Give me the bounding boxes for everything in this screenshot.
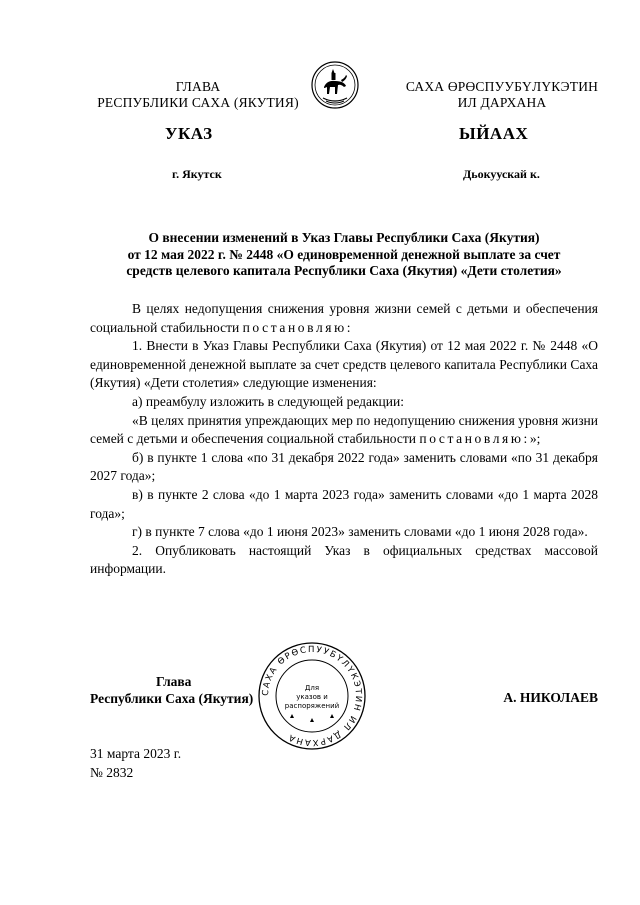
body-paragraph-2: 1. Внести в Указ Главы Республики Саха (Якутия) от 12 мая 2022 г. № 2448 «О единовременной денежной выплате за счет средств целевого капитала Республики Саха (Якутия) «Дети столетия» следующие изменения:: [90, 338, 598, 391]
header-left-line2: РЕСПУБЛИКИ САХА (ЯКУТИЯ): [97, 95, 299, 110]
header-left-line1: ГЛАВА: [175, 79, 221, 94]
header-left-block: [88, 79, 308, 111]
body-paragraph-8: 2. Опубликовать настоящий Указ в официальных средствах массовой информации.: [90, 542, 598, 577]
coat-of-arms-emblem: [311, 60, 359, 110]
title-line3: средств целевого капитала Республики Саха (Якутия) «Дети столетия»: [126, 263, 562, 278]
body-paragraph-3: а) преамбулу изложить в следующей редакции:: [132, 393, 404, 409]
city-sakha: Дьокуускай к.: [463, 167, 540, 181]
doc-type-ru: УКАЗ: [165, 124, 213, 143]
body-p4-text: «В целях принятия упреждающих мер по недопущению снижения уровня жизни семей с детьми и обеспечения социальной стабильности: [90, 412, 598, 447]
stamp-inner-line2: указов и: [296, 693, 328, 701]
title-line2: от 12 мая 2022 г. № 2448 «О единовременной денежной выплате за счет: [127, 246, 561, 262]
document-date-number: [90, 744, 181, 782]
stamp-inner-line1: Для: [304, 684, 320, 692]
official-stamp: [256, 640, 368, 752]
body-p4-spaced: постановляю:: [419, 431, 530, 447]
body-paragraph-6: в) в пункте 2 слова «до 1 марта 2023 года» заменить словами «до 1 марта 2028 года»;: [90, 486, 598, 521]
body-p1-text: В целях недопущения снижения уровня жизни семей с детьми и обеспечения социальной стабильности: [90, 301, 598, 335]
document-number: № 2832: [90, 765, 134, 780]
body-p1-spaced: постановляю:: [242, 319, 354, 335]
body-paragraph-7: г) в пункте 7 слова «до 1 июня 2023» заменить словами «до 1 июня 2028 года».: [132, 524, 588, 540]
body-paragraph-5: б) в пункте 1 слова «по 31 декабря 2022 года» заменить словами «по 31 декабря 2027 года»;: [90, 449, 598, 484]
stamp-outer-text: САХА ӨРӨСПУУБҮЛҮКЭТИН ИЛ ДАРХАНА: [260, 644, 364, 748]
document-date: 31 марта 2023 г.: [90, 746, 182, 761]
stamp-inner-line3: распоряжений: [284, 702, 340, 710]
header-right-block: [396, 79, 608, 111]
signature-role-line2: Республики Саха (Якутия): [90, 691, 254, 706]
signature-role: [90, 673, 253, 707]
signatory-name: А. НИКОЛАЕВ: [503, 690, 598, 705]
body-paragraph-1: [90, 300, 598, 337]
city-ru: г. Якутск: [172, 167, 222, 181]
body-paragraph-4: [90, 412, 598, 449]
signature-role-line1: Глава: [156, 674, 192, 689]
document-title: [90, 230, 598, 280]
doc-type-sakha: ЫЙААХ: [459, 124, 529, 143]
document-body: [90, 300, 598, 579]
body-p4-tail: »;: [529, 431, 541, 447]
header-right-line1: САХА ӨРӨСПУУБҮЛҮКЭТИН: [405, 79, 599, 94]
title-line1: О внесении изменений в Указ Главы Республики Саха (Якутия): [148, 230, 540, 245]
header-right-line2: ИЛ ДАРХАНА: [457, 95, 547, 110]
